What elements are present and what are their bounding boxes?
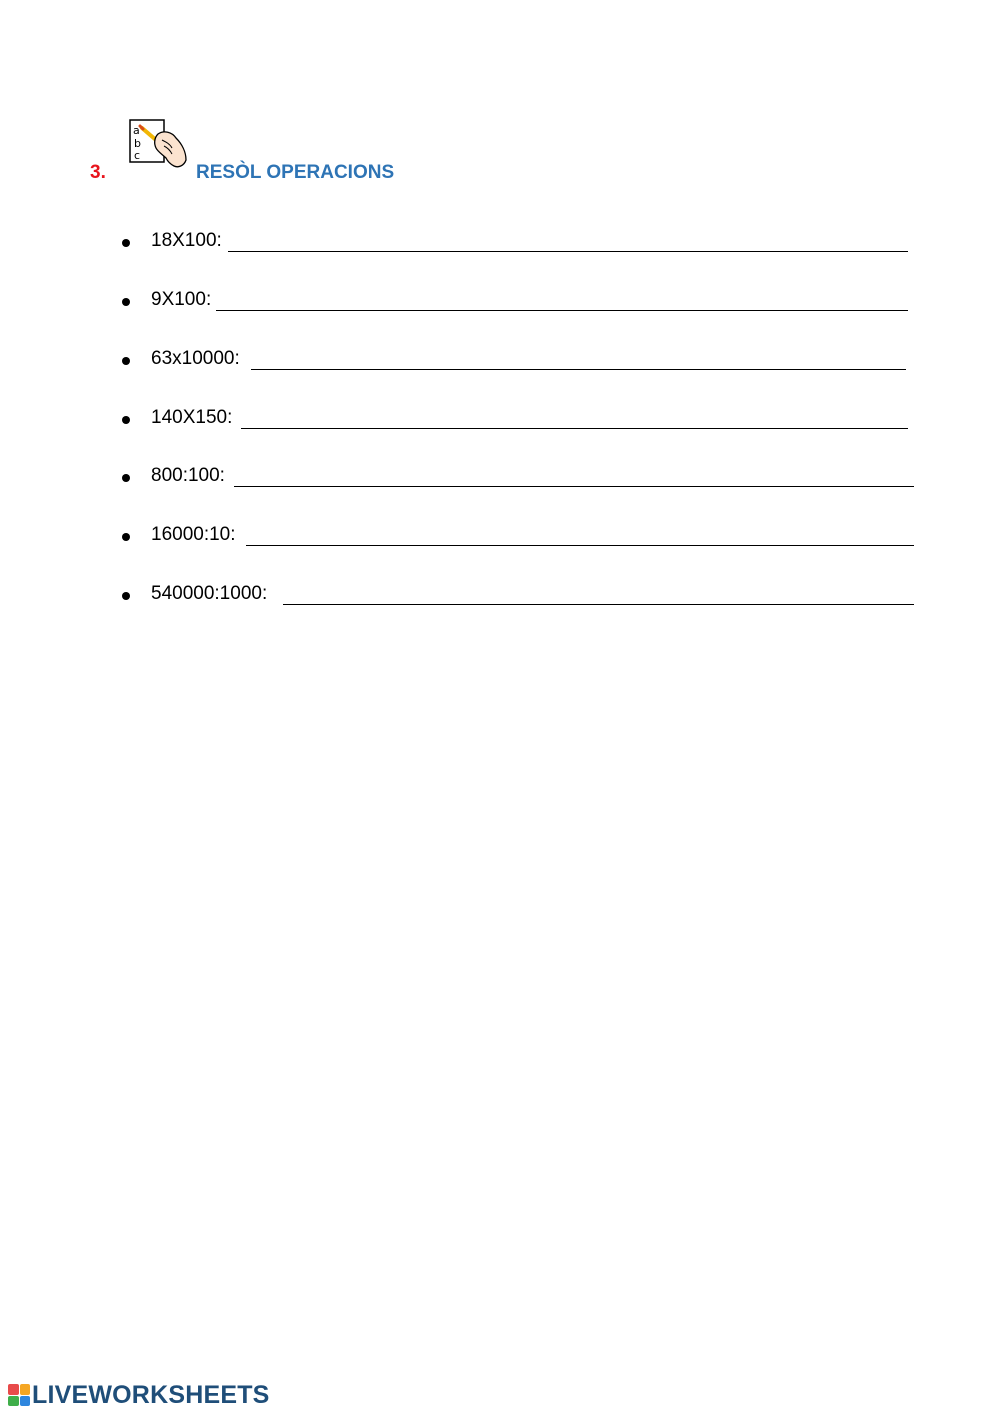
bullet-icon bbox=[122, 533, 130, 541]
operation-item bbox=[118, 582, 914, 610]
bullet-icon bbox=[122, 416, 130, 424]
brand-name: LIVEWORKSHEETS bbox=[32, 1380, 270, 1409]
section-title: RESÒL OPERACIONS bbox=[196, 162, 395, 183]
operation-label: 800:100: bbox=[151, 465, 225, 486]
operation-label: 9X100: bbox=[151, 289, 212, 310]
answer-line[interactable] bbox=[216, 310, 908, 311]
bullet-icon bbox=[122, 239, 130, 247]
operation-item bbox=[118, 229, 908, 257]
bullet-icon bbox=[122, 357, 130, 365]
answer-line[interactable] bbox=[241, 428, 908, 429]
liveworksheets-logo bbox=[8, 1380, 270, 1410]
svg-text:b: b bbox=[134, 137, 141, 150]
operation-item bbox=[118, 464, 914, 492]
operation-item bbox=[118, 347, 908, 375]
operation-item bbox=[118, 523, 914, 551]
operation-label: 140X150: bbox=[151, 407, 233, 428]
answer-line[interactable] bbox=[234, 486, 914, 487]
answer-line[interactable] bbox=[251, 369, 906, 370]
writing-hand-icon bbox=[128, 118, 190, 174]
operation-label: 18X100: bbox=[151, 230, 222, 251]
svg-text:a: a bbox=[133, 124, 140, 137]
section-number: 3. bbox=[90, 162, 106, 183]
operation-item bbox=[118, 288, 908, 316]
answer-line[interactable] bbox=[283, 604, 914, 605]
operation-label: 16000:10: bbox=[151, 524, 236, 545]
operation-label: 63x10000: bbox=[151, 348, 240, 369]
operation-item bbox=[118, 406, 908, 434]
answer-line[interactable] bbox=[246, 545, 914, 546]
liveworksheets-logo-icon bbox=[8, 1384, 30, 1406]
bullet-icon bbox=[122, 298, 130, 306]
svg-text:c: c bbox=[134, 149, 141, 162]
answer-line[interactable] bbox=[228, 251, 908, 252]
bullet-icon bbox=[122, 474, 130, 482]
operation-label: 540000:1000: bbox=[151, 583, 268, 604]
bullet-icon bbox=[122, 592, 130, 600]
